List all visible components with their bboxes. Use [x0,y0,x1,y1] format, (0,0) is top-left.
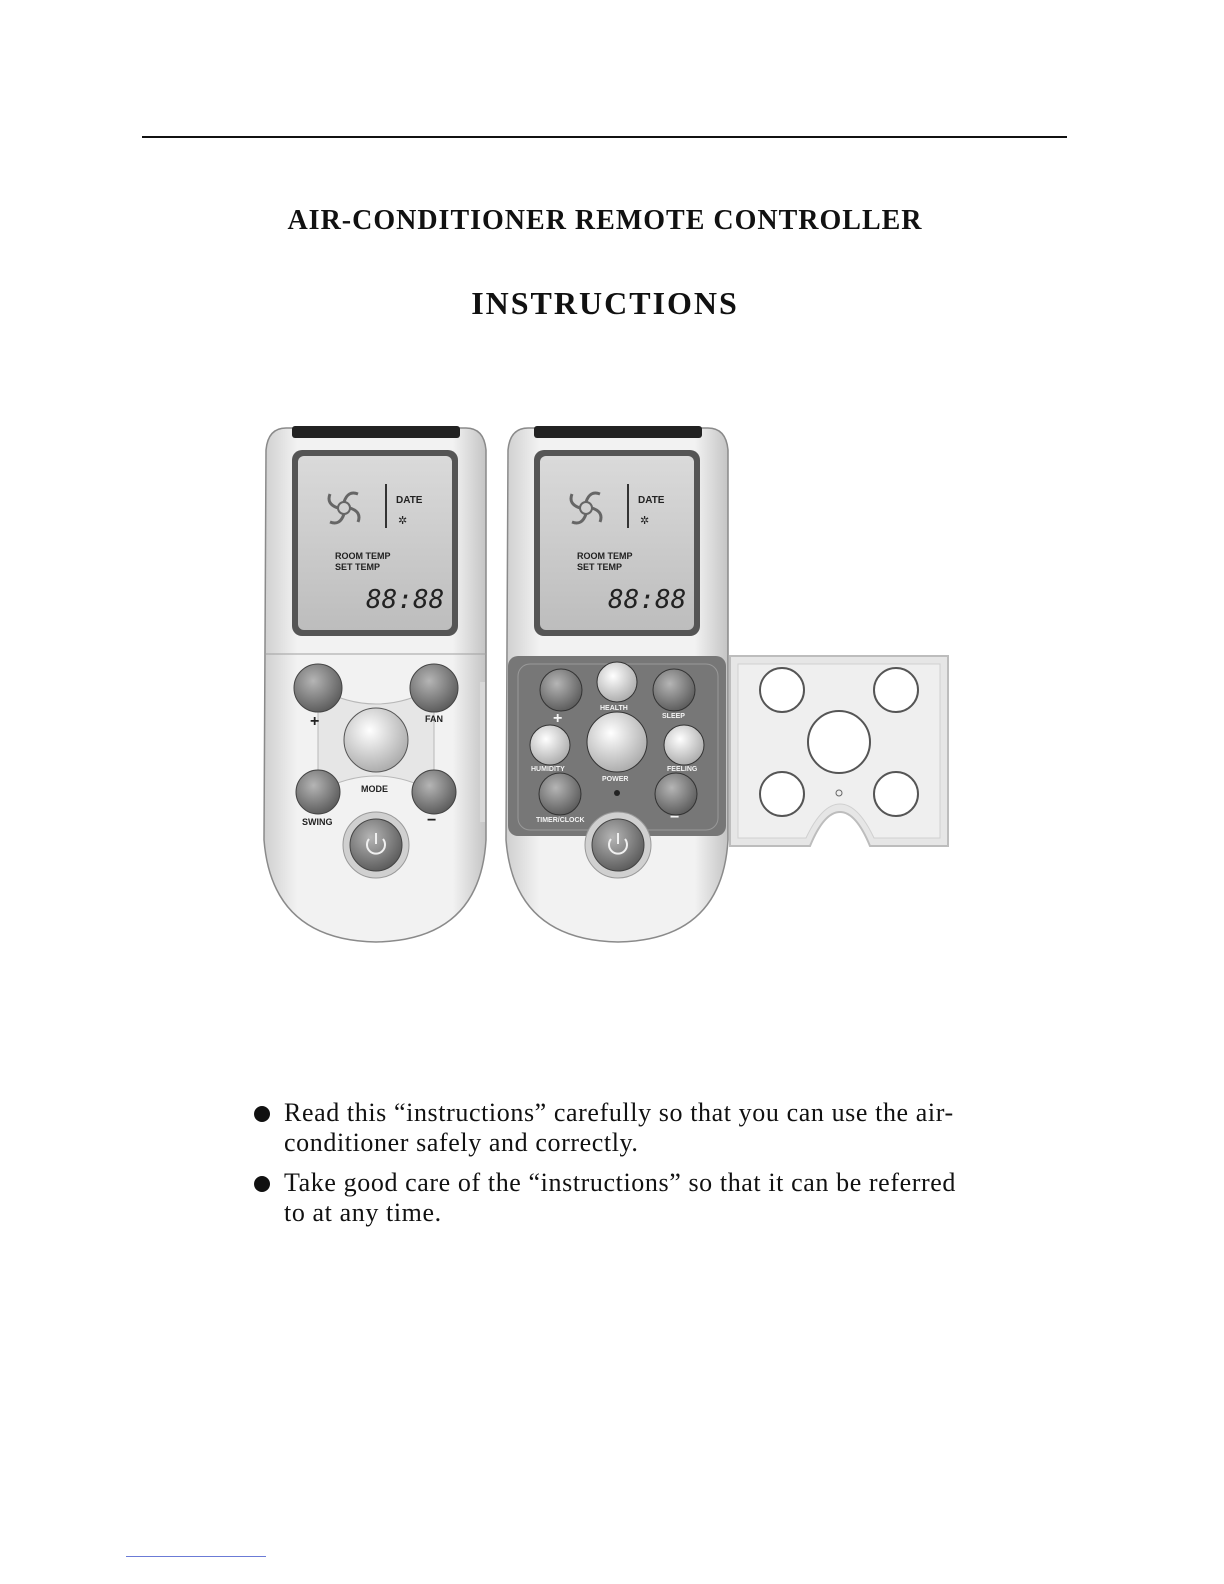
left-minus-button[interactable] [412,770,456,814]
document-title: AIR-CONDITIONER REMOTE CONTROLLER [287,205,923,236]
top-rule [142,136,1067,138]
bullet-icon [254,1176,270,1192]
right-remote [506,426,728,942]
snowflake-icon: ✲ [640,515,650,527]
instructions-notes [252,1098,972,1238]
note-text: Read this “instructions” carefully so that you can use the air-conditioner safely and correctly. [284,1098,954,1157]
right-minus-label: − [670,809,680,826]
remote-controllers-figure [258,420,958,960]
snowflake-icon: ✲ [398,515,408,527]
left-swing-button[interactable] [296,770,340,814]
right-plus-label: + [553,710,563,727]
lcd-date-label: DATE [638,495,665,506]
right-power-mode-button[interactable] [587,712,647,772]
lcd-room-temp-label: ROOM TEMP [577,551,633,561]
left-mode-button[interactable] [344,708,408,772]
note-text: Take good care of the “instructions” so that it can be referred to at any time. [284,1168,956,1227]
right-sleep-label: SLEEP [662,713,685,720]
lcd-digits: 88:88 [608,585,687,615]
left-plus-label: + [310,713,320,730]
note-item [252,1098,972,1158]
right-timer-clock-button[interactable] [539,773,581,815]
right-timer-clock-label: TIMER/CLOCK [536,817,585,824]
right-humidity-label: HUMIDITY [531,766,565,773]
lcd-room-temp-label: ROOM TEMP [335,551,391,561]
document-subtitle: INSTRUCTIONS [471,285,739,321]
keypad-cover-panel [730,656,948,846]
bullet-icon [254,1106,270,1122]
right-power-button[interactable] [592,819,644,871]
right-feeling-button[interactable] [664,725,704,765]
right-sleep-button[interactable] [653,669,695,711]
right-health-button[interactable] [597,662,637,702]
right-power-label: POWER [602,776,629,783]
right-health-label: HEALTH [600,705,628,712]
footer-link-line [126,1556,266,1557]
left-minus-label: − [427,812,437,829]
left-fan-button[interactable] [410,664,458,712]
lcd-set-temp-label: SET TEMP [577,562,623,572]
lcd-date-label: DATE [396,495,423,506]
right-humidity-button[interactable] [530,725,570,765]
remotes-illustration [258,420,958,960]
right-plus-button[interactable] [540,669,582,711]
left-remote [264,426,486,942]
lcd-set-temp-label: SET TEMP [335,562,381,572]
left-mode-label: MODE [361,784,388,794]
right-feeling-label: FEELING [667,766,698,773]
left-plus-button[interactable] [294,664,342,712]
note-item [252,1168,972,1228]
lcd-digits: 88:88 [366,585,445,615]
left-power-button[interactable] [350,819,402,871]
left-swing-label: SWING [302,817,333,827]
left-fan-label: FAN [425,714,443,724]
